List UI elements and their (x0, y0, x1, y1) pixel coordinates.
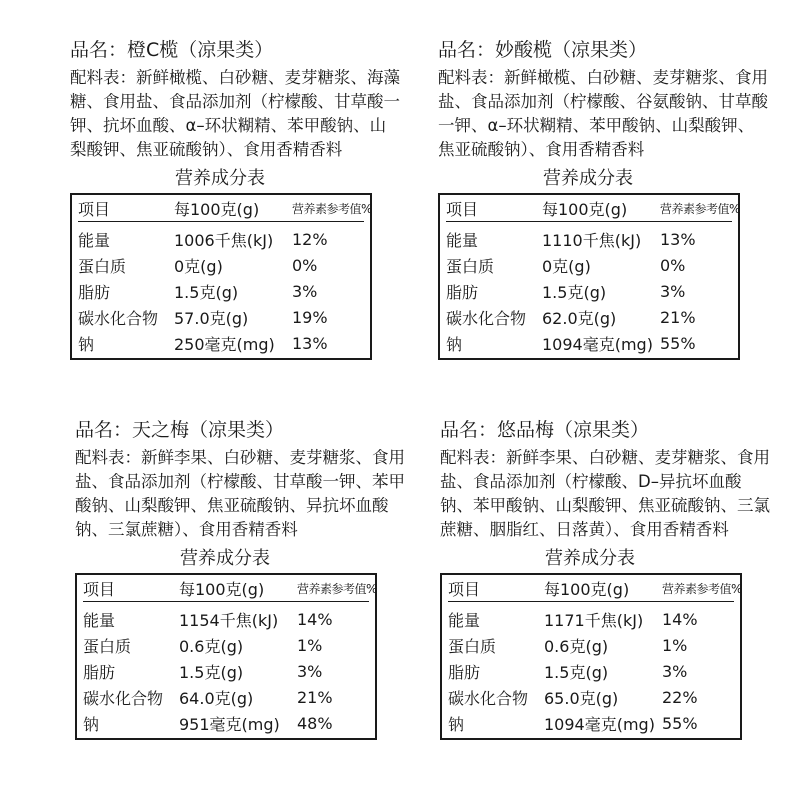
nutrient-amount: 1171千焦(kJ) (544, 610, 644, 630)
nutrient-name: 能量 (78, 230, 111, 250)
nutrition-table (75, 573, 377, 740)
nutrient-amount: 64.0克(g) (179, 688, 254, 708)
table-row (446, 278, 732, 304)
header-nrv: 营养素参考值% (660, 201, 740, 216)
nutrient-name: 蛋白质 (83, 636, 132, 656)
table-row (446, 252, 732, 278)
ingredient-list: 配料表：新鲜李果、白砂糖、麦芽糖浆、食用盐、食品添加剂（柠檬酸、甘草酸一钾、苯甲酸钠、山梨酸钾、焦亚硫酸钠、异抗坏血酸钠、三氯蔗糖）、食用香精香料 (75, 448, 405, 539)
nutrient-amount: 1154千焦(kJ) (179, 610, 279, 630)
product-name: 品名：橙C榄（凉果类） (70, 39, 274, 61)
ingredient-list: 配料表：新鲜橄榄、白砂糖、麦芽糖浆、食用盐、食品添加剂（柠檬酸、谷氨酸钠、甘草酸一钾、α–环状糊精、苯甲酸钠、山梨酸钾、焦亚硫酸钠）、食用香精香料 (438, 68, 768, 159)
nutrient-amount: 62.0克(g) (542, 308, 617, 328)
nutrient-name: 脂肪 (78, 282, 111, 302)
nutrient-amount: 1094毫克(mg) (542, 334, 653, 354)
nutrient-name: 脂肪 (446, 282, 479, 302)
nutrient-nrv: 13% (292, 333, 328, 353)
nutrient-name: 蛋白质 (78, 256, 127, 276)
table-row (83, 684, 369, 710)
table-row (78, 330, 364, 356)
nutrition-table-title: 营养成分表 (175, 168, 265, 189)
nutrient-name: 能量 (83, 610, 116, 630)
nutrient-amount: 1.5克(g) (542, 282, 607, 302)
header-nrv: 营养素参考值% (297, 581, 377, 596)
table-row (448, 658, 734, 684)
table-row (83, 710, 369, 736)
nutrient-nrv: 55% (662, 713, 698, 733)
nutrient-nrv: 0% (292, 255, 318, 275)
nutrient-nrv: 1% (297, 635, 323, 655)
header-per-100g: 每100克(g) (174, 199, 260, 219)
nutrient-name: 钠 (78, 334, 95, 354)
nutrient-nrv: 3% (297, 661, 323, 681)
ingredient-list: 配料表：新鲜李果、白砂糖、麦芽糖浆、食用盐、食品添加剂（柠檬酸、D–异抗坏血酸钠、苯甲酸钠、山梨酸钾、焦亚硫酸钠、三氯蔗糖、胭脂红、日落黄）、食用香精香料 (440, 448, 770, 539)
nutrient-amount: 951毫克(mg) (179, 714, 280, 734)
nutrient-nrv: 1% (662, 635, 688, 655)
nutrient-amount: 1.5克(g) (179, 662, 244, 682)
nutrient-nrv: 3% (662, 661, 688, 681)
table-row (448, 710, 734, 736)
table-row (448, 632, 734, 658)
nutrition-table (438, 193, 740, 360)
nutrient-nrv: 3% (660, 281, 686, 301)
nutrient-name: 碳水化合物 (83, 688, 164, 708)
nutrient-name: 脂肪 (83, 662, 116, 682)
nutrient-amount: 0克(g) (542, 256, 591, 276)
table-row (446, 304, 732, 330)
table-row (78, 252, 364, 278)
nutrition-table (70, 193, 372, 360)
nutrient-nrv: 22% (662, 687, 698, 707)
nutrient-nrv: 3% (292, 281, 318, 301)
table-row (448, 606, 734, 632)
nutrient-amount: 0.6克(g) (179, 636, 244, 656)
nutrient-amount: 1110千焦(kJ) (542, 230, 642, 250)
nutrient-amount: 1.5克(g) (174, 282, 239, 302)
table-row (448, 684, 734, 710)
header-per-100g: 每100克(g) (179, 579, 265, 599)
nutrient-amount: 1094毫克(mg) (544, 714, 655, 734)
table-header-row (83, 575, 377, 602)
nutrition-table-title: 营养成分表 (180, 548, 270, 569)
nutrition-table-title: 营养成分表 (545, 548, 635, 569)
table-row (78, 278, 364, 304)
product-panel-2 (438, 38, 768, 360)
nutrient-amount: 0克(g) (174, 256, 223, 276)
nutrient-name: 碳水化合物 (448, 688, 529, 708)
nutrient-amount: 1.5克(g) (544, 662, 609, 682)
header-per-100g: 每100克(g) (542, 199, 628, 219)
table-row (446, 226, 732, 252)
product-name: 品名：天之梅（凉果类） (75, 419, 285, 441)
nutrition-table-title: 营养成分表 (543, 168, 633, 189)
product-name: 品名：妙酸榄（凉果类） (438, 39, 648, 61)
header-item: 项目 (448, 579, 481, 599)
nutrient-nrv: 0% (660, 255, 686, 275)
table-row (446, 330, 732, 356)
nutrient-name: 钠 (83, 714, 100, 734)
nutrient-name: 能量 (446, 230, 479, 250)
nutrient-name: 钠 (448, 714, 465, 734)
ingredient-list: 配料表：新鲜橄榄、白砂糖、麦芽糖浆、海藻糖、食用盐、食品添加剂（柠檬酸、甘草酸一钾、抗坏血酸、α–环状糊精、苯甲酸钠、山梨酸钾、焦亚硫酸钠）、食用香精香料 (70, 68, 400, 159)
header-per-100g: 每100克(g) (544, 579, 630, 599)
nutrient-name: 蛋白质 (448, 636, 497, 656)
nutrient-amount: 0.6克(g) (544, 636, 609, 656)
nutrient-amount: 57.0克(g) (174, 308, 249, 328)
header-nrv: 营养素参考值% (292, 201, 372, 216)
header-nrv: 营养素参考值% (662, 581, 742, 596)
nutrient-name: 碳水化合物 (78, 308, 159, 328)
nutrient-nrv: 19% (292, 307, 328, 327)
nutrition-table (440, 573, 742, 740)
header-item: 项目 (446, 199, 479, 219)
nutrient-nrv: 21% (297, 687, 333, 707)
header-item: 项目 (78, 199, 111, 219)
nutrient-nrv: 12% (292, 229, 328, 249)
table-header-row (448, 575, 742, 602)
nutrient-nrv: 48% (297, 713, 333, 733)
nutrient-nrv: 14% (297, 609, 333, 629)
table-header-row (446, 195, 740, 222)
table-row (83, 606, 369, 632)
product-panel-4 (440, 418, 770, 740)
nutrient-nrv: 21% (660, 307, 696, 327)
nutrient-amount: 1006千焦(kJ) (174, 230, 274, 250)
nutrient-nrv: 55% (660, 333, 696, 353)
product-panel-3 (75, 418, 405, 740)
nutrient-name: 能量 (448, 610, 481, 630)
table-row (83, 658, 369, 684)
header-item: 项目 (83, 579, 116, 599)
product-name: 品名：悠品梅（凉果类） (440, 419, 650, 441)
nutrient-amount: 65.0克(g) (544, 688, 619, 708)
table-row (83, 632, 369, 658)
nutrient-nrv: 14% (662, 609, 698, 629)
table-row (78, 226, 364, 252)
table-header-row (78, 195, 372, 222)
nutrient-name: 蛋白质 (446, 256, 495, 276)
table-row (78, 304, 364, 330)
nutrient-name: 钠 (446, 334, 463, 354)
product-panel-1 (70, 38, 400, 360)
nutrient-name: 碳水化合物 (446, 308, 527, 328)
nutrient-amount: 250毫克(mg) (174, 334, 275, 354)
nutrient-name: 脂肪 (448, 662, 481, 682)
nutrient-nrv: 13% (660, 229, 696, 249)
